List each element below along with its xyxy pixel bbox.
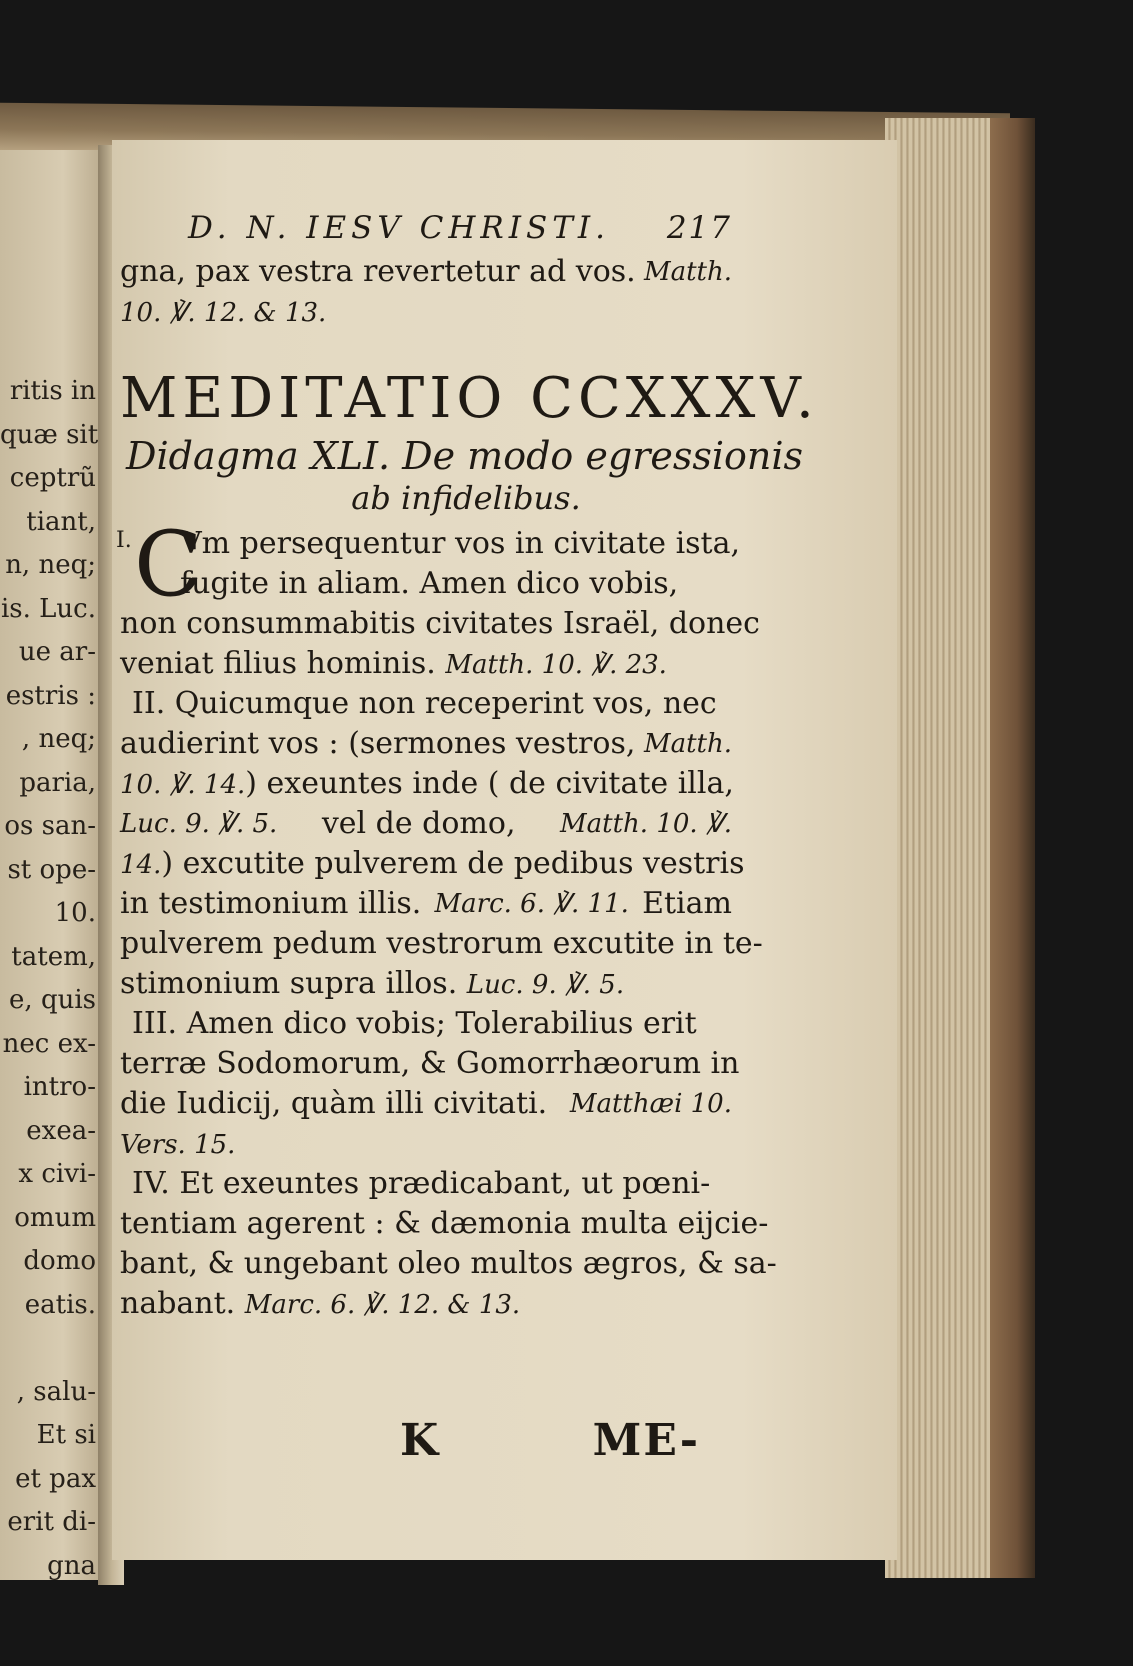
text-line: nabant. Marc. 6. ℣. 12. & 13. xyxy=(120,1286,521,1321)
left-page-line: ue ar- xyxy=(18,637,96,667)
right-page-text xyxy=(116,210,819,1324)
text-line: gna, pax vestra revertetur ad vos. Matth. xyxy=(120,254,732,289)
page-footer xyxy=(400,1415,700,1466)
text-line: 10. ℣. 14.) exeuntes inde ( de civitate illa, xyxy=(120,766,734,801)
text-line: Vers. 15. xyxy=(120,1130,236,1160)
left-page-line: , neq; xyxy=(21,724,96,754)
text-line: 14.) excutite pulverem de pedibus vestris xyxy=(120,846,745,881)
left-page-line: gna xyxy=(47,1550,96,1580)
drop-cap: C xyxy=(134,512,203,617)
section-1 xyxy=(116,512,760,684)
left-page-line: x civi- xyxy=(18,1159,96,1189)
left-page-line: quæ sit xyxy=(0,419,99,450)
text-line: veniat filius hominis. Matth. 10. ℣. 23. xyxy=(120,646,667,681)
left-page-line: Et si xyxy=(36,1420,96,1450)
running-header xyxy=(120,210,732,252)
left-page-line: n, neq; xyxy=(5,550,96,580)
text-line: Vm persequentur vos in civitate ista, xyxy=(180,526,741,561)
text-line: III. Amen dico vobis; Tolerabilius erit xyxy=(132,1006,697,1041)
text-line: audierint vos : (sermones vestros, Matth. xyxy=(120,726,732,761)
section-3 xyxy=(120,1004,740,1164)
left-page-line: omum xyxy=(14,1202,96,1233)
didagma-subheading: ab infidelibus. xyxy=(351,479,581,517)
text-line: in testimonium illis. Marc. 6. ℣. 11. Etiam xyxy=(120,886,732,921)
text-line: die Iudicij, quàm illi civitati. Matthæi 10. xyxy=(120,1086,732,1121)
left-page-line: domo xyxy=(23,1246,96,1276)
left-page-line: et pax xyxy=(15,1463,96,1494)
left-page-line: 10. xyxy=(54,898,96,928)
didagma-heading: Didagma XLI. De modo egressionis xyxy=(126,434,804,478)
left-page-line: exea- xyxy=(26,1115,96,1146)
left-page-line: nec ex- xyxy=(2,1028,96,1059)
catchword: ME- xyxy=(592,1415,700,1466)
text-line: pulverem pedum vestrorum excutite in te- xyxy=(120,926,763,961)
left-page-line: eatis. xyxy=(24,1289,96,1320)
left-page-line: os san- xyxy=(4,811,96,841)
left-page-line: intro- xyxy=(23,1072,96,1102)
left-page-line: paria, xyxy=(19,767,96,798)
text-line: IV. Et exeuntes prædicabant, ut pœni- xyxy=(132,1166,711,1201)
page-number: 217 xyxy=(666,210,732,246)
left-page-line: erit di- xyxy=(7,1507,96,1537)
text-line: tentiam agerent : & dæmonia multa eijcie- xyxy=(120,1206,769,1241)
left-page-line: ceptrũ xyxy=(9,463,96,493)
meditation-title: MEDITATIO CCXXXV. xyxy=(120,366,819,431)
left-page xyxy=(0,150,105,1580)
section-number: I. xyxy=(116,528,132,553)
text-line: non consummabitis civitates Israël, donec xyxy=(120,606,760,641)
book-cover-edge xyxy=(990,118,1035,1578)
left-page-line: ritis in xyxy=(9,376,96,406)
text-line: Luc. 9. ℣. 5. vel de domo, Matth. 10. ℣. xyxy=(120,806,732,841)
text-line: terræ Sodomorum, & Gomorrhæorum in xyxy=(120,1046,740,1081)
text-line: bant, & ungebant oleo multos ægros, & sa- xyxy=(120,1246,777,1281)
section-2 xyxy=(120,684,763,1004)
signature-mark: K xyxy=(400,1415,441,1466)
left-page-line xyxy=(0,1327,100,1371)
left-page-line: st ope- xyxy=(7,854,96,885)
text-line: 10. ℣. 12. & 13. xyxy=(120,298,327,328)
left-page-text xyxy=(0,370,100,1580)
left-page-line: estris : xyxy=(5,680,96,711)
left-page-line: is. Luc. xyxy=(0,593,96,624)
left-page-line: e, quis xyxy=(9,985,96,1015)
text-line: stimonium supra illos. Luc. 9. ℣. 5. xyxy=(120,966,625,1001)
text-line: II. Quicumque non receperint vos, nec xyxy=(132,686,717,721)
left-page-line: tatem, xyxy=(11,941,96,972)
left-page-line: tiant, xyxy=(26,506,96,537)
left-page-line: , salu- xyxy=(16,1376,96,1407)
text-line: fugite in aliam. Amen dico vobis, xyxy=(180,566,679,601)
running-title: D. N. IESV CHRISTI. xyxy=(188,210,611,246)
section-4 xyxy=(120,1164,777,1324)
